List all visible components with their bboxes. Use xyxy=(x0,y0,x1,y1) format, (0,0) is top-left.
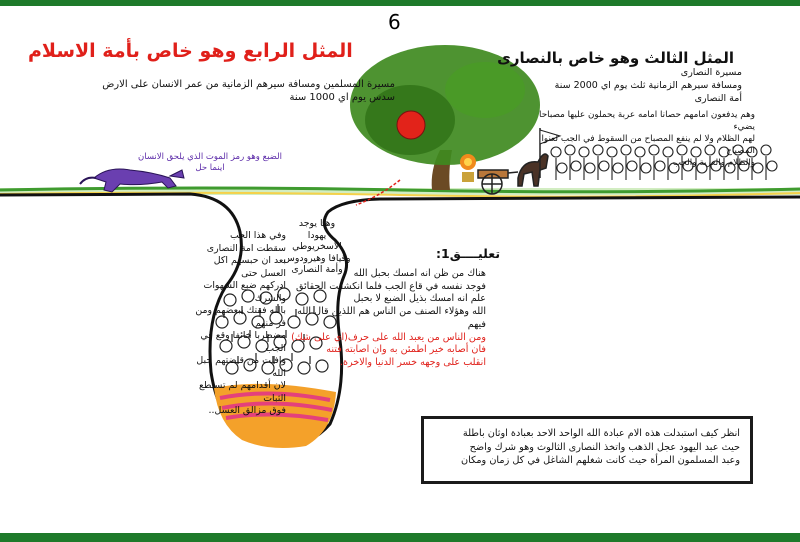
commentary-line: فوجد نفسه في قاع الجب فلما انكشفت الحقائق xyxy=(295,280,486,292)
right-line: أمة النصارى xyxy=(694,93,742,104)
pit-left-text xyxy=(190,230,286,418)
left-line: مسيرة المسلمين ومسافة سيرهم الزمانية من عمر الانسان على الارض xyxy=(102,79,395,90)
verse-line: فان أصابه خير اطمئن به وان اصابته فتنه xyxy=(326,344,486,356)
pit-left-line: ادركهم ضبع الشهوات والشرك xyxy=(203,280,286,304)
pit-inside-label xyxy=(283,218,351,276)
note-line: انظر كيف استبدلت هذه الام عبادة الله الواحد الاحد بعبادة اوثان باطلة xyxy=(462,428,740,439)
pit-inside-line: يهودا xyxy=(307,229,327,241)
note-box xyxy=(421,416,753,484)
pit-left-line: مضطربا خائفا وقع في الجب xyxy=(200,330,286,354)
right-paragraph-line: والظلام والعربة والجب xyxy=(672,158,755,168)
left-section-lines xyxy=(20,78,395,104)
right-paragraph-line: وهم يدفعون امامهم حصانا امامه عربة يحملون عليها مصباحا يضيء xyxy=(539,110,755,132)
pit-left-line: سقطت امة النصارى xyxy=(206,242,286,254)
left-line: سدس يوم اي 1000 سنة xyxy=(289,92,395,103)
pit-left-line: بالله فقتك ببعضهم ومن فر منهم xyxy=(195,305,286,329)
pit-left-line: بعد ان حبسهم اكل العسل حتى xyxy=(213,255,286,279)
commentary-line: الله وهؤلاء الصنف من الناس هم اللذين قال الله فيهم xyxy=(297,306,486,330)
pit-left-line: فوق مزالق العسل.. xyxy=(208,405,286,416)
right-section-lines xyxy=(482,66,742,105)
commentary-body xyxy=(286,268,486,370)
pit-inside-line: وأمة النصارى xyxy=(291,264,343,275)
right-paragraph-line: لهم الظلام ولا لم ينفع المصباح من السقوط في الجب لعنوا المصباح xyxy=(541,134,755,156)
commentary-line: هناك من ظن انه امسك بحبل الله xyxy=(353,268,486,279)
right-line: مسيرة النصارى xyxy=(680,67,742,78)
pit-left-line: وفي هذا الجب xyxy=(230,230,286,241)
verse-line: ومن الناس من يعبد الله على حرف(اي على شك) xyxy=(291,331,486,343)
note-line: حيث عبد اليهود عجل الذهب واتخذ النصارى الثالوث وهو شرك واضح xyxy=(469,441,740,453)
note-line: وعبد المسلمون المرأة حيث كانت شغلهم الشاغل في كل زمان ومكان xyxy=(460,455,740,466)
page-number: 6 xyxy=(388,10,401,34)
right-section-title: المثل الثالث وهو خاص بالنصارى xyxy=(497,49,734,67)
pit-inside-line: وهنا يوجد xyxy=(298,218,336,229)
commentary-title: تعليــــق1: xyxy=(436,246,501,261)
commentary-line: علم انه امسك بذيل الضبع لا بحبل xyxy=(353,293,486,305)
hyena-caption-line: الضبع وهو رمز الموت الذي يلحق الانسان xyxy=(137,152,283,162)
right-line: ومسافة سيرهم الزمانية ثلث يوم اي 2000 سنة xyxy=(554,80,742,91)
pit-left-line: لان أقدامهم لم تستطع الثبات xyxy=(199,380,286,404)
hyena-caption xyxy=(120,152,300,174)
verse-line: انقلب على وجهه خسر الدنيا والاخرة. xyxy=(339,356,486,368)
pit-inside-line: وقيافا وهيرودوس xyxy=(283,252,351,264)
left-section-title: المثل الرابع وهو خاص بأمة الاسلام xyxy=(28,40,353,62)
pit-left-line: وافلت من قبضتهم حبل الله xyxy=(196,355,286,379)
right-section-paragraph xyxy=(527,109,755,169)
hyena-caption-line: اينما حل xyxy=(195,163,225,173)
pit-inside-line: الاسخريوطي xyxy=(292,241,342,252)
lamp-flame xyxy=(460,154,476,182)
